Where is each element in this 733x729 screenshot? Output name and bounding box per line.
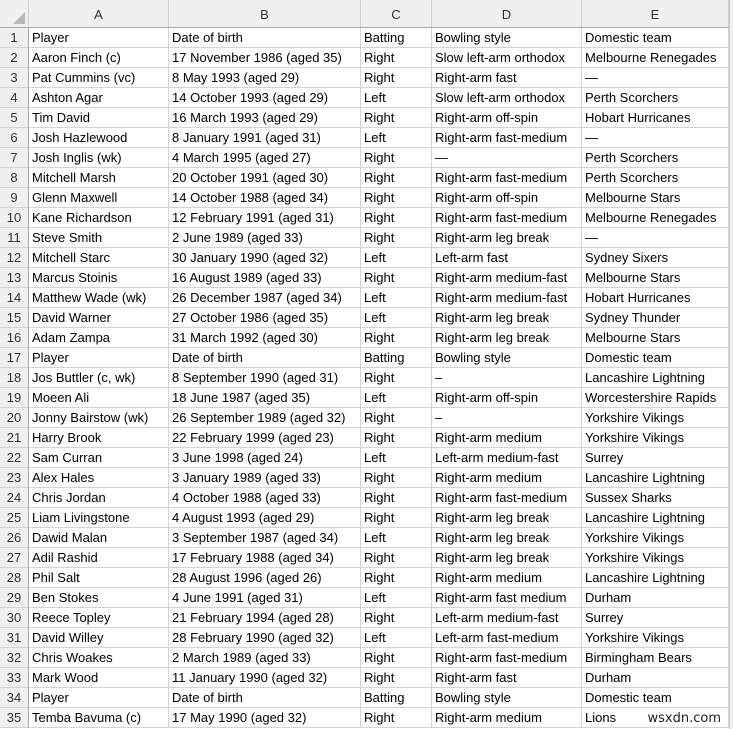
cell-date-of-birth[interactable]: 22 February 1999 (aged 23)	[169, 428, 361, 448]
cell-player[interactable]: Jos Buttler (c, wk)	[29, 368, 169, 388]
column-header-bar	[0, 0, 733, 28]
row-header[interactable]: 7	[0, 148, 29, 168]
cell-date-of-birth[interactable]: 27 October 1986 (aged 35)	[169, 308, 361, 328]
row-header[interactable]: 12	[0, 248, 29, 268]
column-header-a[interactable]: A	[29, 0, 169, 27]
cell-batting[interactable]: Right	[361, 108, 432, 128]
cell-domestic-team[interactable]: Yorkshire Vikings	[582, 528, 729, 548]
table-row	[0, 368, 733, 388]
cell-domestic-team[interactable]: Lancashire Lightning	[582, 508, 729, 528]
cell-player[interactable]: Ben Stokes	[29, 588, 169, 608]
table-row	[0, 568, 733, 588]
table-row	[0, 548, 733, 568]
row-header[interactable]: 21	[0, 428, 29, 448]
cell-batting[interactable]: Right	[361, 568, 432, 588]
row-header[interactable]: 19	[0, 388, 29, 408]
cell-domestic-team[interactable]: —	[582, 128, 729, 148]
cell-bowling-style[interactable]: Right-arm medium-fast	[432, 288, 582, 308]
cell-batting[interactable]: Right	[361, 68, 432, 88]
cell-bowling-style[interactable]: Right-arm fast	[432, 68, 582, 88]
cell-player[interactable]: Player	[29, 348, 169, 368]
cell-domestic-team[interactable]: Durham	[582, 668, 729, 688]
cell-player[interactable]: Mitchell Starc	[29, 248, 169, 268]
cell-batting[interactable]: Right	[361, 48, 432, 68]
cell-date-of-birth[interactable]: 17 May 1990 (aged 32)	[169, 708, 361, 728]
cell-player[interactable]: Pat Cummins (vc)	[29, 68, 169, 88]
cell-player[interactable]: Player	[29, 688, 169, 708]
cell-date-of-birth[interactable]: 8 January 1991 (aged 31)	[169, 128, 361, 148]
cell-bowling-style[interactable]: Left-arm fast	[432, 248, 582, 268]
cell-batting[interactable]: Right	[361, 168, 432, 188]
cell-domestic-team[interactable]: Melbourne Stars	[582, 328, 729, 348]
cell-domestic-team[interactable]: Yorkshire Vikings	[582, 628, 729, 648]
cell-date-of-birth[interactable]: 14 October 1988 (aged 34)	[169, 188, 361, 208]
table-row	[0, 148, 733, 168]
cell-player[interactable]: Sam Curran	[29, 448, 169, 468]
cell-bowling-style[interactable]: Bowling style	[432, 348, 582, 368]
table-row	[0, 468, 733, 488]
cell-domestic-team[interactable]: Yorkshire Vikings	[582, 428, 729, 448]
row-header[interactable]: 13	[0, 268, 29, 288]
cell-domestic-team[interactable]: Melbourne Stars	[582, 188, 729, 208]
cell-domestic-team[interactable]: Yorkshire Vikings	[582, 548, 729, 568]
table-row	[0, 528, 733, 548]
cell-bowling-style[interactable]: Right-arm leg break	[432, 548, 582, 568]
cell-bowling-style[interactable]: Bowling style	[432, 688, 582, 708]
cell-date-of-birth[interactable]: 4 June 1991 (aged 31)	[169, 588, 361, 608]
table-row	[0, 208, 733, 228]
row-header[interactable]: 15	[0, 308, 29, 328]
column-header-b[interactable]: B	[169, 0, 361, 27]
cell-date-of-birth[interactable]: 28 February 1990 (aged 32)	[169, 628, 361, 648]
table-row	[0, 88, 733, 108]
row-header[interactable]: 1	[0, 28, 29, 48]
cell-domestic-team[interactable]: Lancashire Lightning	[582, 468, 729, 488]
cell-batting[interactable]: Batting	[361, 348, 432, 368]
cell-date-of-birth[interactable]: Date of birth	[169, 28, 361, 48]
cell-batting[interactable]: Right	[361, 208, 432, 228]
row-header[interactable]: 4	[0, 88, 29, 108]
cell-date-of-birth[interactable]: 3 September 1987 (aged 34)	[169, 528, 361, 548]
cell-batting[interactable]: Left	[361, 528, 432, 548]
cell-player[interactable]: Mark Wood	[29, 668, 169, 688]
cell-bowling-style[interactable]: Left-arm medium-fast	[432, 608, 582, 628]
cell-player[interactable]: Phil Salt	[29, 568, 169, 588]
cell-date-of-birth[interactable]: 3 January 1989 (aged 33)	[169, 468, 361, 488]
cell-batting[interactable]: Right	[361, 428, 432, 448]
cell-player[interactable]: Moeen Ali	[29, 388, 169, 408]
cell-player[interactable]: Mitchell Marsh	[29, 168, 169, 188]
cell-date-of-birth[interactable]: 16 March 1993 (aged 29)	[169, 108, 361, 128]
row-header[interactable]: 25	[0, 508, 29, 528]
cell-domestic-team[interactable]: Birmingham Bears	[582, 648, 729, 668]
row-header[interactable]: 18	[0, 368, 29, 388]
cell-date-of-birth[interactable]: Date of birth	[169, 348, 361, 368]
cell-date-of-birth[interactable]: 8 September 1990 (aged 31)	[169, 368, 361, 388]
cell-domestic-team[interactable]: Surrey	[582, 608, 729, 628]
table-row	[0, 188, 733, 208]
cell-domestic-team[interactable]: Surrey	[582, 448, 729, 468]
cell-domestic-team[interactable]: Domestic team	[582, 348, 729, 368]
cell-domestic-team[interactable]: —	[582, 68, 729, 88]
cell-date-of-birth[interactable]: 31 March 1992 (aged 30)	[169, 328, 361, 348]
cell-date-of-birth[interactable]: 2 June 1989 (aged 33)	[169, 228, 361, 248]
table-row	[0, 128, 733, 148]
cell-domestic-team[interactable]: —	[582, 228, 729, 248]
table-row	[0, 288, 733, 308]
cell-bowling-style[interactable]: Right-arm off-spin	[432, 388, 582, 408]
table-row	[0, 688, 733, 708]
cell-batting[interactable]: Left	[361, 308, 432, 328]
row-header[interactable]: 11	[0, 228, 29, 248]
row-header[interactable]: 35	[0, 708, 29, 728]
row-header[interactable]: 14	[0, 288, 29, 308]
cell-domestic-team[interactable]: Melbourne Stars	[582, 268, 729, 288]
cell-domestic-team[interactable]: Sydney Sixers	[582, 248, 729, 268]
cell-date-of-birth[interactable]: 11 January 1990 (aged 32)	[169, 668, 361, 688]
cell-domestic-team[interactable]: Domestic team	[582, 28, 729, 48]
cell-bowling-style[interactable]: Left-arm medium-fast	[432, 448, 582, 468]
row-header[interactable]: 16	[0, 328, 29, 348]
table-row	[0, 388, 733, 408]
watermark-text: wsxdn.com	[647, 711, 721, 726]
cell-date-of-birth[interactable]: 17 February 1988 (aged 34)	[169, 548, 361, 568]
table-row	[0, 308, 733, 328]
cell-player[interactable]: Steve Smith	[29, 228, 169, 248]
cell-player[interactable]: Aaron Finch (c)	[29, 48, 169, 68]
cell-date-of-birth[interactable]: 14 October 1993 (aged 29)	[169, 88, 361, 108]
row-header[interactable]: 17	[0, 348, 29, 368]
column-header-c[interactable]: C	[361, 0, 432, 27]
cell-player[interactable]: David Willey	[29, 628, 169, 648]
cell-batting[interactable]: Left	[361, 128, 432, 148]
cell-batting[interactable]: Left	[361, 288, 432, 308]
cell-player[interactable]: Adil Rashid	[29, 548, 169, 568]
cell-bowling-style[interactable]: Right-arm medium-fast	[432, 268, 582, 288]
cell-bowling-style[interactable]: Right-arm off-spin	[432, 188, 582, 208]
row-header[interactable]: 30	[0, 608, 29, 628]
cell-player[interactable]: Ashton Agar	[29, 88, 169, 108]
cell-player[interactable]: Dawid Malan	[29, 528, 169, 548]
column-header-e[interactable]: E	[582, 0, 729, 27]
cell-batting[interactable]: Right	[361, 548, 432, 568]
row-header[interactable]: 3	[0, 68, 29, 88]
row-header[interactable]: 33	[0, 668, 29, 688]
cell-player[interactable]: Marcus Stoinis	[29, 268, 169, 288]
cell-domestic-team[interactable]: Melbourne Renegades	[582, 48, 729, 68]
cell-bowling-style[interactable]: Right-arm fast medium	[432, 588, 582, 608]
cell-batting[interactable]: Left	[361, 388, 432, 408]
table-row	[0, 588, 733, 608]
cell-bowling-style[interactable]: Right-arm fast	[432, 668, 582, 688]
table-row	[0, 268, 733, 288]
cell-player[interactable]: Liam Livingstone	[29, 508, 169, 528]
table-row	[0, 228, 733, 248]
cell-bowling-style[interactable]: Right-arm medium	[432, 428, 582, 448]
cell-bowling-style[interactable]: Right-arm fast-medium	[432, 128, 582, 148]
cell-batting[interactable]: Right	[361, 508, 432, 528]
cell-date-of-birth[interactable]: 20 October 1991 (aged 30)	[169, 168, 361, 188]
cell-domestic-team[interactable]: Durham	[582, 588, 729, 608]
cell-batting[interactable]: Right	[361, 708, 432, 728]
table-row	[0, 328, 733, 348]
cell-player[interactable]: David Warner	[29, 308, 169, 328]
cell-bowling-style[interactable]: Left-arm fast-medium	[432, 628, 582, 648]
cell-player[interactable]: Josh Inglis (wk)	[29, 148, 169, 168]
row-header[interactable]: 32	[0, 648, 29, 668]
cell-batting[interactable]: Left	[361, 448, 432, 468]
cell-batting[interactable]: Right	[361, 268, 432, 288]
cell-domestic-team[interactable]: Yorkshire Vikings	[582, 408, 729, 428]
cell-bowling-style[interactable]: Bowling style	[432, 28, 582, 48]
row-header[interactable]: 34	[0, 688, 29, 708]
cell-batting[interactable]: Left	[361, 88, 432, 108]
cell-date-of-birth[interactable]: 17 November 1986 (aged 35)	[169, 48, 361, 68]
cell-batting[interactable]: Right	[361, 608, 432, 628]
column-header-d[interactable]: D	[432, 0, 582, 27]
select-all-button[interactable]	[0, 0, 29, 27]
cell-bowling-style[interactable]: Slow left-arm orthodox	[432, 88, 582, 108]
row-header[interactable]: 22	[0, 448, 29, 468]
cell-date-of-birth[interactable]: 12 February 1991 (aged 31)	[169, 208, 361, 228]
cell-player[interactable]: Adam Zampa	[29, 328, 169, 348]
cell-batting[interactable]: Left	[361, 628, 432, 648]
table-row	[0, 248, 733, 268]
table-row	[0, 348, 733, 368]
table-row	[0, 608, 733, 628]
row-header[interactable]: 9	[0, 188, 29, 208]
cell-domestic-team[interactable]: Lancashire Lightning	[582, 568, 729, 588]
table-row	[0, 628, 733, 648]
cell-bowling-style[interactable]: –	[432, 368, 582, 388]
cell-player[interactable]: Harry Brook	[29, 428, 169, 448]
table-row	[0, 48, 733, 68]
cell-bowling-style[interactable]: Right-arm fast-medium	[432, 168, 582, 188]
cell-player[interactable]: Chris Woakes	[29, 648, 169, 668]
select-all-triangle-icon	[13, 12, 25, 24]
cell-bowling-style[interactable]: Right-arm medium	[432, 468, 582, 488]
cell-bowling-style[interactable]: —	[432, 148, 582, 168]
cell-batting[interactable]: Left	[361, 248, 432, 268]
cell-date-of-birth[interactable]: 2 March 1989 (aged 33)	[169, 648, 361, 668]
cell-date-of-birth[interactable]: 30 January 1990 (aged 32)	[169, 248, 361, 268]
table-row	[0, 68, 733, 88]
cell-domestic-team[interactable]: Lions	[582, 708, 729, 728]
table-row	[0, 668, 733, 688]
cell-bowling-style[interactable]: Right-arm fast-medium	[432, 488, 582, 508]
cell-bowling-style[interactable]: Right-arm leg break	[432, 328, 582, 348]
cell-date-of-birth[interactable]: 8 May 1993 (aged 29)	[169, 68, 361, 88]
cell-date-of-birth[interactable]: 4 August 1993 (aged 29)	[169, 508, 361, 528]
cell-batting[interactable]: Right	[361, 408, 432, 428]
cell-player[interactable]: Temba Bavuma (c)	[29, 708, 169, 728]
cell-date-of-birth[interactable]: 26 September 1989 (aged 32)	[169, 408, 361, 428]
cell-player[interactable]: Matthew Wade (wk)	[29, 288, 169, 308]
cell-batting[interactable]: Right	[361, 648, 432, 668]
cell-batting[interactable]: Right	[361, 328, 432, 348]
cell-bowling-style[interactable]: –	[432, 408, 582, 428]
cell-bowling-style[interactable]: Slow left-arm orthodox	[432, 48, 582, 68]
grid-right-edge	[729, 0, 733, 729]
row-header[interactable]: 28	[0, 568, 29, 588]
row-header[interactable]: 20	[0, 408, 29, 428]
cell-domestic-team[interactable]: Hobart Hurricanes	[582, 108, 729, 128]
row-header[interactable]: 5	[0, 108, 29, 128]
cell-date-of-birth[interactable]: 28 August 1996 (aged 26)	[169, 568, 361, 588]
cell-player[interactable]: Reece Topley	[29, 608, 169, 628]
row-header[interactable]: 26	[0, 528, 29, 548]
cell-domestic-team[interactable]: Lancashire Lightning	[582, 368, 729, 388]
cell-batting[interactable]: Right	[361, 188, 432, 208]
cell-domestic-team[interactable]: Worcestershire Rapids	[582, 388, 729, 408]
row-header[interactable]: 27	[0, 548, 29, 568]
row-header[interactable]: 29	[0, 588, 29, 608]
cell-date-of-birth[interactable]: 16 August 1989 (aged 33)	[169, 268, 361, 288]
cell-batting[interactable]: Batting	[361, 28, 432, 48]
cell-player[interactable]: Josh Hazlewood	[29, 128, 169, 148]
table-row	[0, 108, 733, 128]
table-row	[0, 28, 733, 48]
cell-player[interactable]: Jonny Bairstow (wk)	[29, 408, 169, 428]
cell-batting[interactable]: Right	[361, 668, 432, 688]
cell-player[interactable]: Tim David	[29, 108, 169, 128]
table-row	[0, 428, 733, 448]
cell-bowling-style[interactable]: Right-arm medium	[432, 708, 582, 728]
cell-player[interactable]: Chris Jordan	[29, 488, 169, 508]
cell-bowling-style[interactable]: Right-arm off-spin	[432, 108, 582, 128]
cell-domestic-team[interactable]: Sussex Sharks	[582, 488, 729, 508]
cell-domestic-team[interactable]: Domestic team	[582, 688, 729, 708]
cell-player[interactable]: Glenn Maxwell	[29, 188, 169, 208]
cell-batting[interactable]: Left	[361, 588, 432, 608]
cell-date-of-birth[interactable]: Date of birth	[169, 688, 361, 708]
cell-batting[interactable]: Right	[361, 468, 432, 488]
table-row	[0, 708, 733, 728]
cell-batting[interactable]: Right	[361, 368, 432, 388]
row-header[interactable]: 2	[0, 48, 29, 68]
cell-batting[interactable]: Right	[361, 488, 432, 508]
table-row	[0, 488, 733, 508]
cell-player[interactable]: Player	[29, 28, 169, 48]
cell-bowling-style[interactable]: Right-arm fast-medium	[432, 648, 582, 668]
cell-date-of-birth[interactable]: 4 October 1988 (aged 33)	[169, 488, 361, 508]
cell-date-of-birth[interactable]: 4 March 1995 (aged 27)	[169, 148, 361, 168]
cell-bowling-style[interactable]: Right-arm leg break	[432, 528, 582, 548]
cell-bowling-style[interactable]: Right-arm medium	[432, 568, 582, 588]
cell-domestic-team[interactable]: Perth Scorchers	[582, 88, 729, 108]
table-row	[0, 168, 733, 188]
cell-domestic-team[interactable]: Sydney Thunder	[582, 308, 729, 328]
cell-domestic-team[interactable]: Perth Scorchers	[582, 148, 729, 168]
table-row	[0, 408, 733, 428]
cell-batting[interactable]: Right	[361, 228, 432, 248]
cell-bowling-style[interactable]: Right-arm fast-medium	[432, 208, 582, 228]
cell-batting[interactable]: Batting	[361, 688, 432, 708]
row-header[interactable]: 31	[0, 628, 29, 648]
cell-date-of-birth[interactable]: 3 June 1998 (aged 24)	[169, 448, 361, 468]
cell-bowling-style[interactable]: Right-arm leg break	[432, 508, 582, 528]
row-header[interactable]: 8	[0, 168, 29, 188]
row-header[interactable]: 24	[0, 488, 29, 508]
row-header[interactable]: 23	[0, 468, 29, 488]
cell-domestic-team[interactable]: Hobart Hurricanes	[582, 288, 729, 308]
cell-batting[interactable]: Right	[361, 148, 432, 168]
table-row	[0, 648, 733, 668]
row-header[interactable]: 10	[0, 208, 29, 228]
table-row	[0, 508, 733, 528]
table-row	[0, 448, 733, 468]
cell-player[interactable]: Alex Hales	[29, 468, 169, 488]
row-header[interactable]: 6	[0, 128, 29, 148]
cell-player[interactable]: Kane Richardson	[29, 208, 169, 228]
cell-domestic-team[interactable]: Melbourne Renegades	[582, 208, 729, 228]
cell-date-of-birth[interactable]: 18 June 1987 (aged 35)	[169, 388, 361, 408]
cell-date-of-birth[interactable]: 26 December 1987 (aged 34)	[169, 288, 361, 308]
cell-bowling-style[interactable]: Right-arm leg break	[432, 308, 582, 328]
cell-domestic-team[interactable]: Perth Scorchers	[582, 168, 729, 188]
cell-date-of-birth[interactable]: 21 February 1994 (aged 28)	[169, 608, 361, 628]
cell-bowling-style[interactable]: Right-arm leg break	[432, 228, 582, 248]
